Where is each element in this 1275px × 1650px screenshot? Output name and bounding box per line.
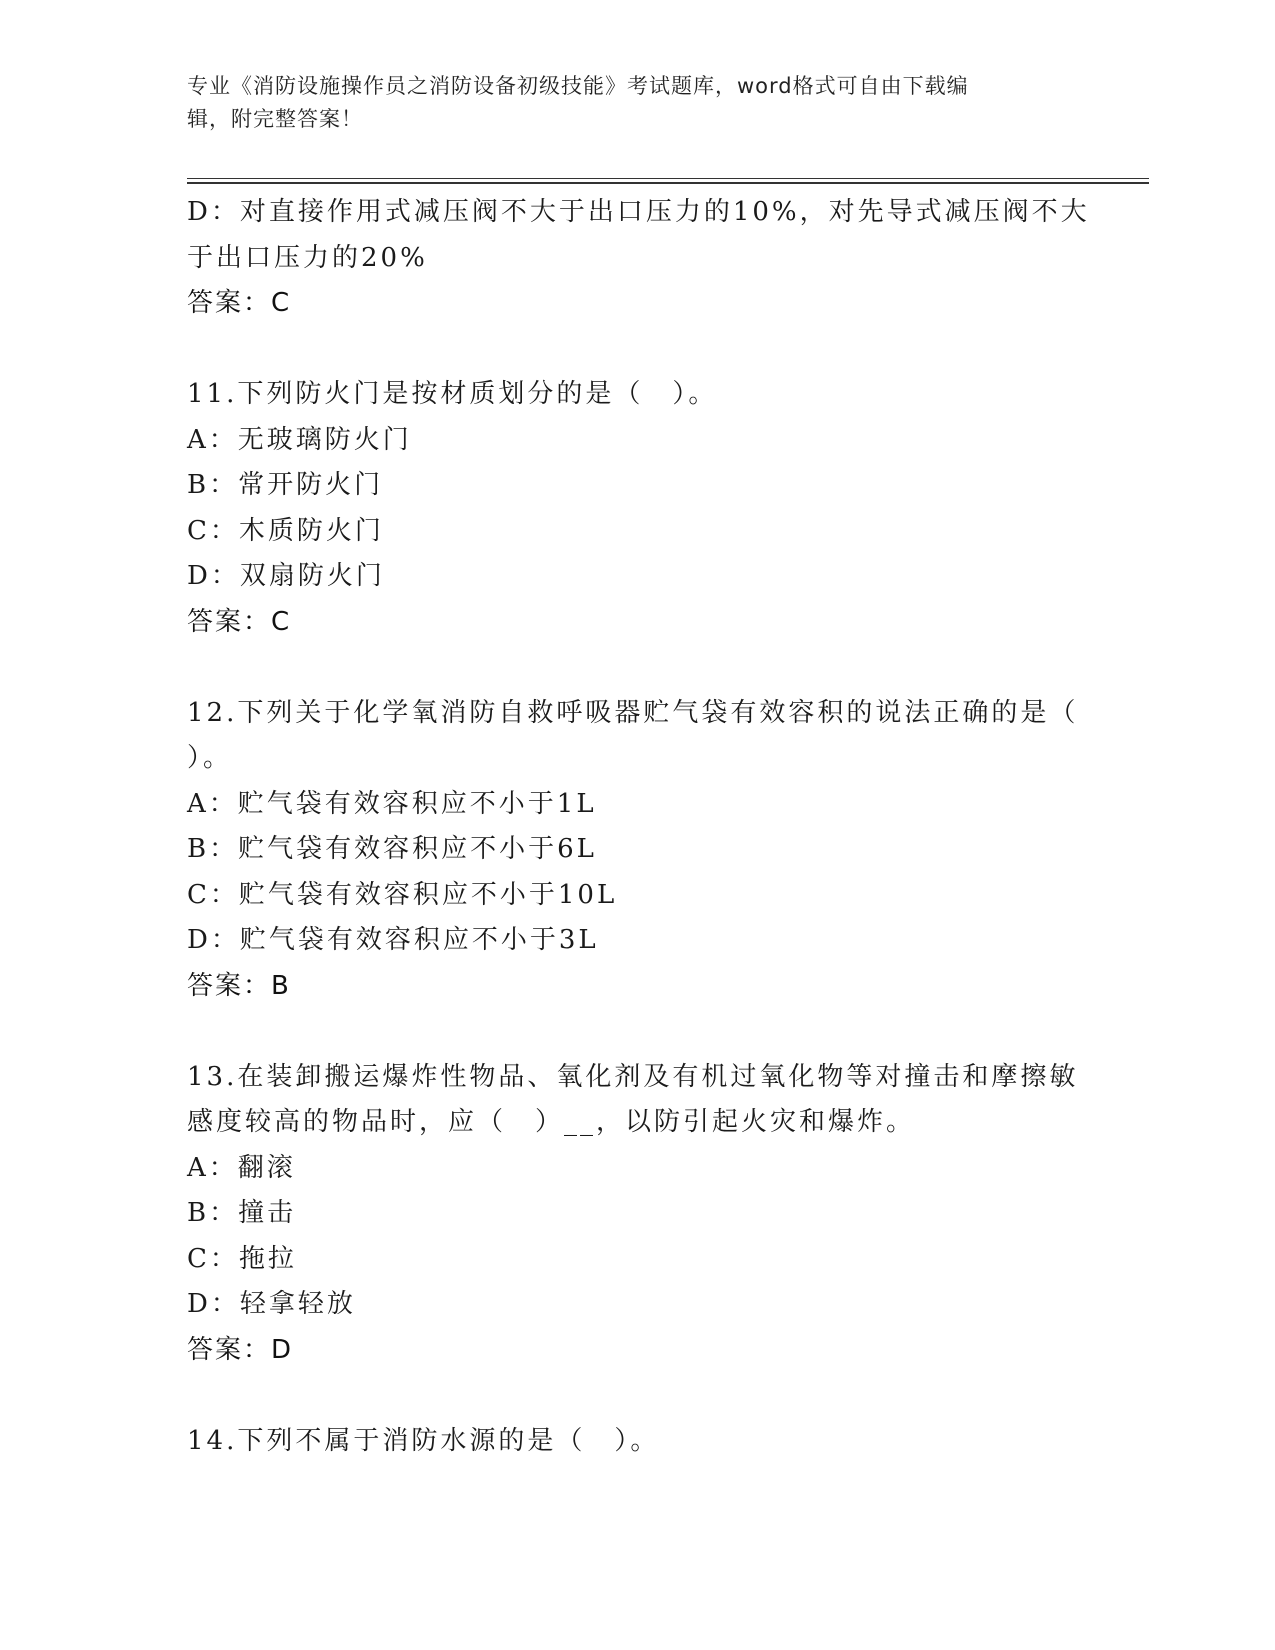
document-header [187, 70, 1087, 136]
option-b: B：撞击 [187, 1198, 297, 1228]
answer-line: 答案：B [187, 970, 291, 1001]
option-d: D：双扇防火门 [187, 561, 385, 591]
option-d: D：轻拿轻放 [187, 1289, 356, 1319]
option-c: C：木质防火门 [187, 515, 384, 546]
option-a: A：无玻璃防火门 [187, 424, 412, 455]
question-12 [187, 691, 1107, 1010]
header-divider-bottom [187, 182, 1149, 184]
spacer [187, 327, 1107, 373]
header-line-1: 专业《消防设施操作员之消防设备初级技能》考试题库，word格式可自由下载编 [187, 74, 969, 98]
answer-line: 答案：D [187, 1334, 294, 1365]
option-b: B：贮气袋有效容积应不小于6L [187, 834, 597, 864]
option-b: B：常开防火门 [187, 470, 384, 500]
question-stem: 11.下列防火门是按材质划分的是（ ）。 [187, 379, 718, 409]
option-c: C：贮气袋有效容积应不小于10L [187, 879, 618, 910]
question-content [187, 190, 1107, 1464]
question-stem-line-1: 13.在装卸搬运爆炸性物品、氧化剂及有机过氧化物等对撞击和摩擦敏 [187, 1061, 1079, 1092]
spacer [187, 645, 1107, 691]
option-d-line-2: 于出口压力的20% [187, 242, 428, 273]
header-line-2: 辑，附完整答案！ [187, 107, 363, 131]
option-a: A：翻滚 [187, 1152, 296, 1183]
answer-line: 答案：C [187, 606, 292, 637]
spacer [187, 1009, 1107, 1055]
question-stem-line-2: ）。 [187, 743, 233, 773]
question-11 [187, 372, 1107, 645]
spacer [187, 1373, 1107, 1419]
option-c: C：拖拉 [187, 1243, 297, 1274]
question-stem: 14.下列不属于消防水源的是（ ）。 [187, 1425, 660, 1456]
previous-question-tail [187, 190, 1107, 327]
question-13 [187, 1055, 1107, 1374]
option-a: A：贮气袋有效容积应不小于1L [187, 788, 597, 819]
option-d-line-1: D：对直接作用式减压阀不大于出口压力的10%，对先导式减压阀不大 [187, 197, 1090, 227]
header-divider-top [187, 178, 1149, 179]
option-d: D：贮气袋有效容积应不小于3L [187, 925, 599, 955]
answer-line: 答案：C [187, 288, 292, 318]
question-stem-line-1: 12.下列关于化学氧消防自救呼吸器贮气袋有效容积的说法正确的是（ [187, 697, 1079, 728]
question-14 [187, 1419, 1107, 1465]
question-stem-line-2: 感度较高的物品时，应（ ）__，以防引起火灾和爆炸。 [187, 1107, 916, 1137]
